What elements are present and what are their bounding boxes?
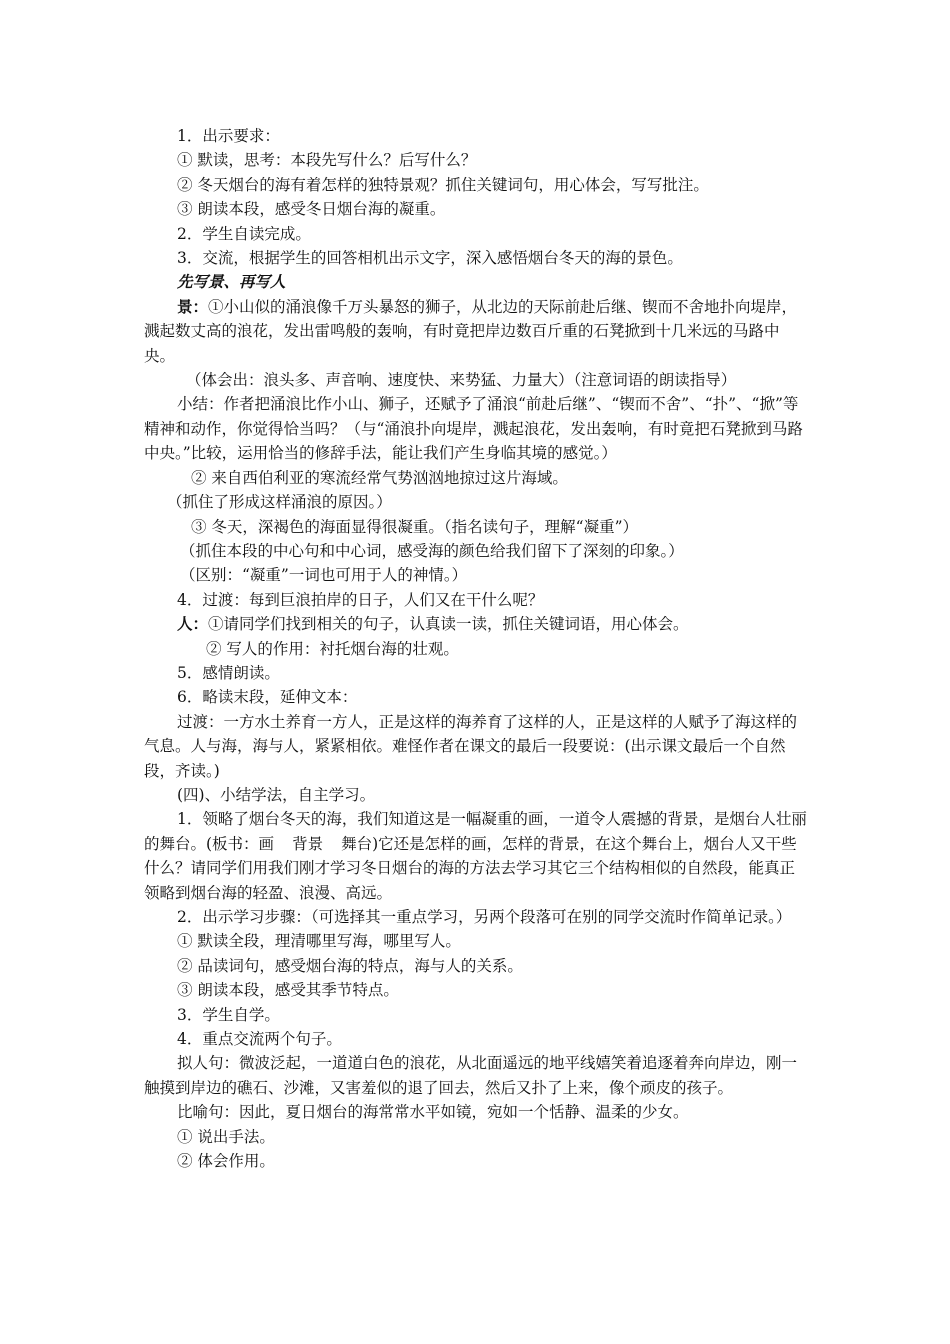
people-label: 人： <box>177 614 209 634</box>
lesson-plan-body <box>144 124 810 1173</box>
note-2: （抓住了形成这样涌浪的原因。） <box>167 493 392 512</box>
step-6: 6．略读末段，延伸文本： <box>177 688 358 707</box>
note-3: （抓住本段的中心句和中心词，感受海的颜色给我们留下了深刻的印象。） <box>180 541 684 560</box>
note-1: （体会出：浪头多、声音响、速度快、来势猛、力量大）（注意词语的朗读指导） <box>186 371 737 390</box>
study-step-3: ③ 朗读本段，感受其季节特点。 <box>177 981 399 1000</box>
people-line-2: ② 写人的作用：衬托烟台海的壮观。 <box>206 639 459 658</box>
requirement-item-2: ② 冬天烟台的海有着怎样的独特景观？抓住关键词句，用心体会，写写批注。 <box>177 175 709 194</box>
study-step-1: ① 默读全段，理清哪里写海，哪里写人。 <box>177 932 461 951</box>
transition-paragraph: 过渡：一方水土养育一方人，正是这样的海养育了这样的人，正是这样的人赋予了海这样的气息。人与海，海与人，紧紧相依。难怪作者在课文的最后一段要说：(出示课文最后一个自然段，齐读。) <box>144 712 798 780</box>
study-text-after: 舞台)它还是怎样的画，怎样的背景，在这个舞台上，烟台人又干些什么？请同学们用我们刚才学习冬日烟台的海的方法去学习其它三个结构相似的自然段，能真正领略到烟台海的轻盈、浪漫、高远。 <box>144 834 797 902</box>
study-step-self: 3．学生自学。 <box>177 1005 280 1024</box>
study-paragraph-2: 2．出示学习步骤：（可选择其一重点学习，另两个段落可在别的同学交流时作简单记录。） <box>177 908 792 926</box>
step-2: 2．学生自读完成。 <box>177 224 311 243</box>
tail-item-2: ② 体会作用。 <box>177 1152 275 1171</box>
requirement-heading: 1．出示要求： <box>177 127 280 145</box>
scene-text: ①小山似的涌浪像千万头暴怒的狮子，从北边的天际前赴后继、锲而不舍地扑向堤岸，溅起数丈高的浪花，发出雷鸣般的轰响，有时竟把岸边数百斤重的石凳掀到十几米远的马路中央。 <box>144 297 798 365</box>
study-paragraph-1 <box>144 807 810 905</box>
study-step-exchange: 4．重点交流两个句子。 <box>177 1030 342 1049</box>
summary-paragraph: 小结：作者把涌浪比作小山、狮子，还赋予了涌浪“前赴后继”、“锲而不舍”、“扑”、“掀”等精神和动作，你觉得恰当吗？（与“涌浪扑向堤岸，溅起浪花，发出轰响，有时竟把石凳掀到马路中央。”比较，运用恰当的修辞手法，能让我们产生身临其境的感觉。） <box>144 395 803 463</box>
people-paragraph <box>144 612 810 636</box>
requirement-item-1: ① 默读，思考：本段先写什么？后写什么？ <box>177 151 477 170</box>
note-4: （区别：“凝重”一词也可用于人的神情。） <box>180 566 468 585</box>
simile-paragraph: 比喻句：因此，夏日烟台的海常常水平如镜，宛如一个恬静、温柔的少女。 <box>177 1103 689 1122</box>
step-3: 3．交流，根据学生的回答相机出示文字，深入感悟烟台冬天的海的景色。 <box>177 249 683 268</box>
scene-line-2: ② 来自西伯利亚的寒流经常气势汹汹地掠过这片海域。 <box>191 468 568 487</box>
section-heading: 先写景、再写人 <box>177 272 286 292</box>
scene-line-3: ③ 冬天，深褐色的海面显得很凝重。（指名读句子，理解“凝重”） <box>191 517 639 536</box>
tail-item-1: ① 说出手法。 <box>177 1127 275 1146</box>
step-4-transition: 4．过渡：每到巨浪拍岸的日子，人们又在干什么呢？ <box>177 590 544 609</box>
study-word-background: 背景 <box>292 834 324 853</box>
study-step-2: ② 品读词句，感受烟台海的特点，海与人的关系。 <box>177 956 523 975</box>
scene-paragraph <box>144 295 810 368</box>
personification-paragraph: 拟人句：微波泛起，一道道白色的浪花，从北面遥远的地平线嬉笑着追逐着奔向岸边，刚一触摸到岸边的礁石、沙滩，又害羞似的退了回去，然后又扑了上来，像个顽皮的孩子。 <box>144 1054 798 1097</box>
people-text: ①请同学们找到相关的句子，认真读一读，抓住关键词语，用心体会。 <box>208 615 689 634</box>
scene-label: 景： <box>177 296 209 316</box>
requirement-item-3: ③ 朗读本段，感受冬日烟台海的凝重。 <box>177 200 446 219</box>
section-4-heading: (四)、小结学法，自主学习。 <box>177 785 376 804</box>
study-text-before: 1．领略了烟台冬天的海，我们知道这是一幅凝重的画，一道令人震撼的背景，是烟台人壮丽的舞台。(板书：画 <box>144 810 807 853</box>
step-5: 5．感情朗读。 <box>177 663 280 682</box>
